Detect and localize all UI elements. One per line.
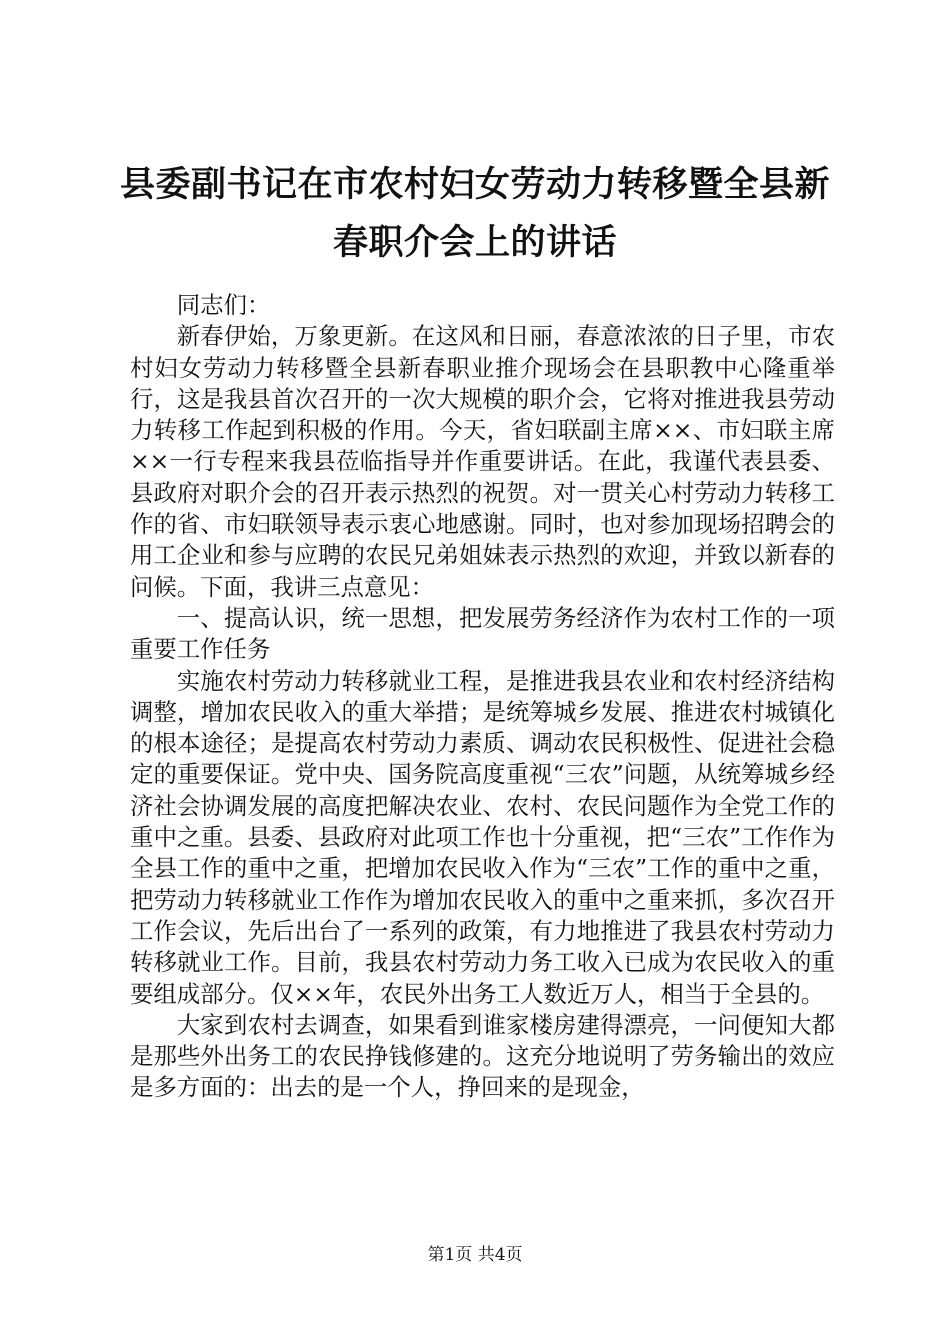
paragraph: 大家到农村去调查，如果看到谁家楼房建得漂亮，一问便知大都是那些外出务工的农民挣钱修建的。这充分地说明了劳务输出的效应是多方面的：出去的是一个人，挣回来的是现金， [130,1010,835,1102]
section-heading: 一、提高认识，统一思想，把发展劳务经济作为农村工作的一项重要工作任务 [130,603,835,664]
title-line-1: 县委副书记在市农村妇女劳动力转移暨全县新 [119,165,830,205]
document-title [110,156,840,272]
salutation: 同志们： [176,291,271,319]
title-line-2: 春职介会上的讲话 [332,223,617,263]
paragraph: 实施农村劳动力转移就业工程，是推进我县农业和农村经济结构调整，增加农民收入的重大举措；是统筹城乡发展、推进农村城镇化的根本途径；是提高农村劳动力素质、调动农民积极性、促进社会稳定的重要保证。党中央、国务院高度重视“三农”问题，从统筹城乡经济社会协调发展的高度把解决农业、农村、农民问题作为全党工作的重中之重。县委、县政府对此项工作也十分重视，把“三农”工作作为全县工作的重中之重，把增加农民收入作为“三农”工作的重中之重，把劳动力转移就业工作作为增加农民收入的重中之重来抓，多次召开工作会议，先后出台了一系列的政策，有力地推进了我县农村劳动力转移就业工作。目前，我县农村劳动力务工收入已成为农民收入的重要组成部分。仅××年，农民外出务工人数近万人，相当于全县的。 [130,666,835,1008]
page-footer: 第1页 共4页 [427,1245,523,1265]
paragraph: 新春伊始，万象更新。在这风和日丽，春意浓浓的日子里，市农村妇女劳动力转移暨全县新春职业推介现场会在县职教中心隆重举行，这是我县首次召开的一次大规模的职介会，它将对推进我县劳动力转移工作起到积极的作用。今天，省妇联副主席××、市妇联主席××一行专程来我县莅临指导并作重要讲话。在此，我谨代表县委、县政府对职介会的召开表示热烈的祝贺。对一贯关心村劳动力转移工作的省、市妇联领导表示衷心地感谢。同时，也对参加现场招聘会的用工企业和参与应聘的农民兄弟姐妹表示热烈的欢迎，并致以新春的问候。下面，我讲三点意见： [130,322,835,601]
document-body [130,290,835,1104]
